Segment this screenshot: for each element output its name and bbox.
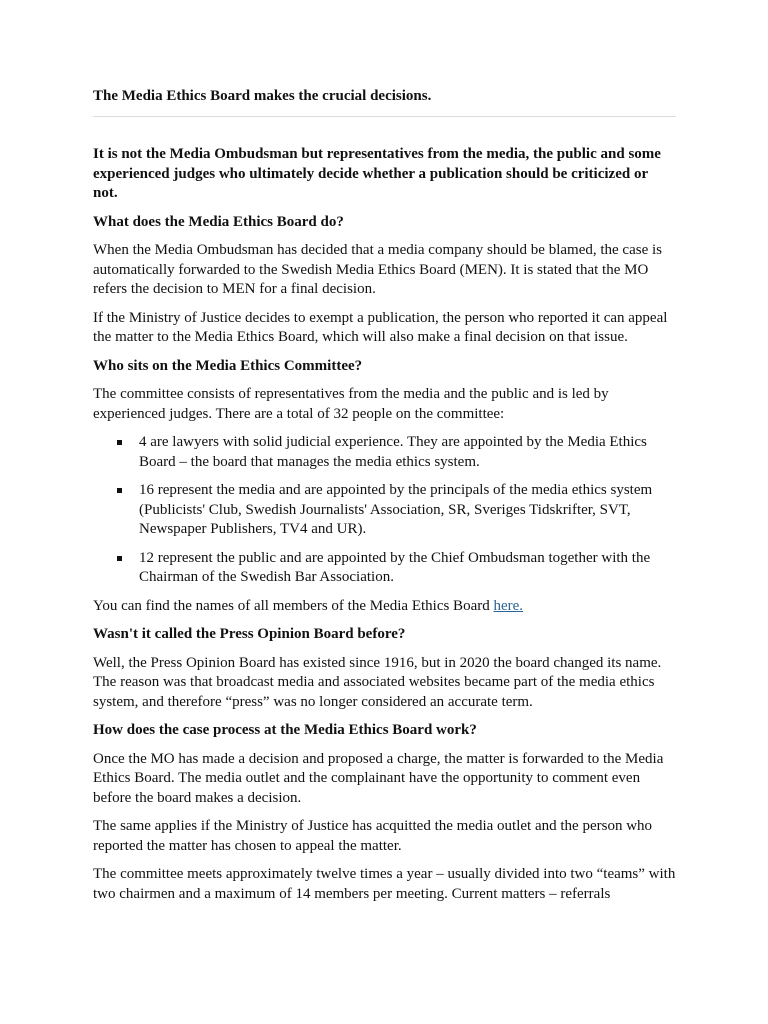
committee-members-list <box>93 433 676 588</box>
list-item <box>93 433 676 472</box>
members-link[interactable]: here. <box>493 597 524 614</box>
section-paragraph: Well, the Press Opinion Board has existed since 1916, but in 2020 the board changed its name. The reason was that broadcast media and associated websites became part of the media ethics system, and therefore “press” was no longer considered an accurate term. <box>93 654 662 710</box>
square-bullet-icon <box>117 488 122 493</box>
members-text: You can find the names of all members of the Media Ethics Board <box>93 597 494 614</box>
document-page <box>93 87 676 904</box>
list-item-text: 16 represent the media and are appointed by the principals of the media ethics system (Publicists' Club, Swedish Journalists' Association, SR, Sveriges Tidskrifter, SVT, Newspaper Publishers, TV4 and UR). <box>139 482 653 537</box>
square-bullet-icon <box>117 440 122 445</box>
title-divider <box>93 116 676 117</box>
members-paragraph <box>93 597 676 617</box>
committee-intro-paragraph: The committee consists of representatives from the media and the public and is led by experienced judges. There are a total of 32 people on the committee: <box>93 386 609 422</box>
section-paragraph: The same applies if the Ministry of Justice has acquitted the media outlet and the person who reported the matter has chosen to appeal the matter. <box>93 818 653 854</box>
section-heading-who-sits-on-committee: Who sits on the Media Ethics Committee? <box>93 357 363 374</box>
section-paragraph: The committee meets approximately twelve times a year – usually divided into two “teams” with two chairmen and a maximum of 14 members per meeting. Current matters – referrals <box>93 866 676 902</box>
section-paragraph: Once the MO has made a decision and proposed a charge, the matter is forwarded to the Media Ethics Board. The media outlet and the complainant have the opportunity to comment even before the board makes a decision. <box>93 750 664 806</box>
list-item-text: 4 are lawyers with solid judicial experience. They are appointed by the Media Ethics Board – the board that manages the media ethics system. <box>139 434 647 470</box>
section-heading-press-opinion-board: Wasn't it called the Press Opinion Board before? <box>93 626 406 642</box>
square-bullet-icon <box>117 556 122 561</box>
section-paragraph: If the Ministry of Justice decides to exempt a publication, the person who reported it can appeal the matter to the Media Ethics Board, which will also make a final decision on that issue. <box>93 309 668 345</box>
section-paragraph: When the Media Ombudsman has decided that a media company should be blamed, the case is automatically forwarded to the Swedish Media Ethics Board (MEN). It is stated that the MO refers the decision to MEN for a final decision. <box>93 242 662 297</box>
section-heading-case-process: How does the case process at the Media Ethics Board work? <box>93 722 477 738</box>
list-item <box>93 549 676 588</box>
page-title: The Media Ethics Board makes the crucial decisions. <box>93 88 432 104</box>
lead-paragraph: It is not the Media Ombudsman but representatives from the media, the public and some experienced judges who ultimately decide whether a publication should be criticized or not. <box>93 146 661 201</box>
list-item-text: 12 represent the public and are appointed by the Chief Ombudsman together with the Chairman of the Swedish Bar Association. <box>139 549 651 585</box>
list-item <box>93 481 676 540</box>
section-heading-what-does-board-do: What does the Media Ethics Board do? <box>93 213 344 230</box>
